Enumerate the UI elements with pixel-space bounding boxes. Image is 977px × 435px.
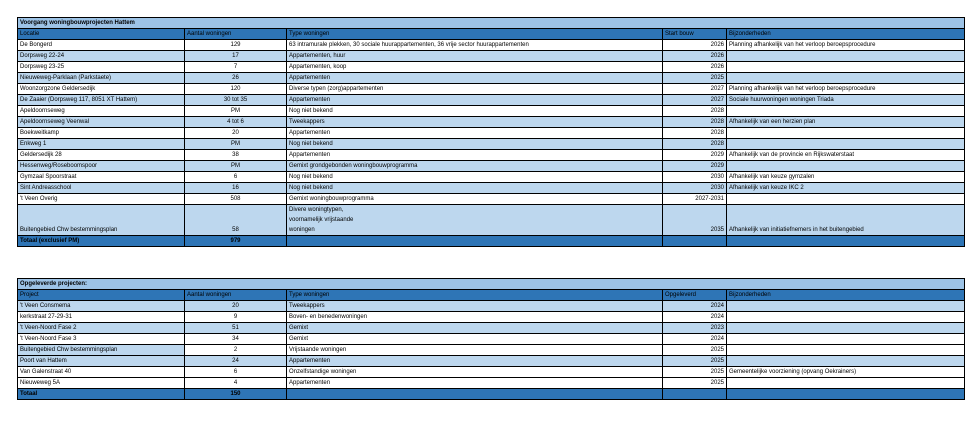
row-year: 2025 — [663, 367, 727, 378]
row-count: 508 — [185, 194, 287, 205]
row-notes — [727, 73, 965, 84]
row-count: 2 — [185, 345, 287, 356]
row-notes — [727, 161, 965, 172]
pending-table-title: Voorgang woningbouwprojecten Hattem — [18, 18, 965, 29]
row-count: PM — [185, 139, 287, 150]
row-type: Gemixt — [287, 334, 663, 345]
total-empty — [727, 236, 965, 247]
table-row — [18, 117, 965, 128]
completed-title-row — [18, 279, 965, 290]
row-location: Geldersedijk 28 — [18, 150, 185, 161]
row-location: Nieuweweg-Parklaan (Parkstaete) — [18, 73, 185, 84]
row-count: 51 — [185, 323, 287, 334]
total-label: Totaal — [18, 389, 185, 400]
row-location: 't Veen Overig — [18, 194, 185, 205]
row-location: 't Veen Consmema — [18, 301, 185, 312]
row-location: De Zaaier (Dorpsweg 117, 8051 XT Hattem) — [18, 95, 185, 106]
total-empty — [287, 236, 663, 247]
row-type: Gemixt woningbouwprogramma — [287, 194, 663, 205]
row-location: Sint Andreasschool — [18, 183, 185, 194]
row-year: 2027-2031 — [663, 194, 727, 205]
table-row — [18, 172, 965, 183]
header-delivered: Opgeleverd — [663, 290, 727, 301]
row-year: 2025 — [663, 345, 727, 356]
row-notes — [727, 378, 965, 389]
table-row — [18, 183, 965, 194]
row-type: Onzelfstandige woningen — [287, 367, 663, 378]
table-row — [18, 301, 965, 312]
row-year: 2024 — [663, 301, 727, 312]
row-location: Gymzaal Spoorstraat — [18, 172, 185, 183]
header-notes: Bijzonderheden — [727, 29, 965, 40]
row-location: Hessenweg/Roseboomspoor — [18, 161, 185, 172]
row-count: PM — [185, 106, 287, 117]
row-year: 2030 — [663, 183, 727, 194]
table-row — [18, 150, 965, 161]
total-count: 979 — [185, 236, 287, 247]
total-empty — [663, 236, 727, 247]
row-year: 2027 — [663, 84, 727, 95]
completed-table-title: Opgeleverde projecten: — [18, 279, 965, 290]
row-type: Appartementen, koop — [287, 62, 663, 73]
row-count: 120 — [185, 84, 287, 95]
row-notes — [727, 334, 965, 345]
row-notes — [727, 106, 965, 117]
row-type: Appartementen — [287, 128, 663, 139]
row-location: De Bongerd — [18, 40, 185, 51]
row-location: Van Galenstraat 40 — [18, 367, 185, 378]
row-location: Apeldoornseweg Veenwal — [18, 117, 185, 128]
row-type: Gemixt grondgebonden woningbouwprogramma — [287, 161, 663, 172]
row-location: Buitengebied Chw bestemmingsplan — [18, 205, 185, 236]
row-count: 129 — [185, 40, 287, 51]
row-type: 63 intramurale plekken, 30 sociale huurappartementen, 36 vrije sector huurappartementen — [287, 40, 663, 51]
row-year: 2025 — [663, 73, 727, 84]
header-type: Type woningen — [287, 29, 663, 40]
row-year: 2025 — [663, 356, 727, 367]
pending-projects-table — [17, 17, 965, 247]
row-year: 2028 — [663, 128, 727, 139]
row-type: Appartementen — [287, 150, 663, 161]
row-count: 9 — [185, 312, 287, 323]
completed-header-row — [18, 290, 965, 301]
header-location: Locatie — [18, 29, 185, 40]
row-type: Nog niet bekend — [287, 139, 663, 150]
table-row — [18, 84, 965, 95]
row-location: Nieuweweg 5A — [18, 378, 185, 389]
row-type-line: woningen — [289, 227, 315, 233]
row-location: 't Veen-Noord Fase 3 — [18, 334, 185, 345]
table-row — [18, 345, 965, 356]
row-count: 24 — [185, 356, 287, 367]
table-row — [18, 367, 965, 378]
row-count: 58 — [185, 205, 287, 236]
row-notes: Planning afhankelijk van het verloop beroepsprocedure — [727, 84, 965, 95]
row-count: 38 — [185, 150, 287, 161]
row-count: 26 — [185, 73, 287, 84]
table-row — [18, 139, 965, 150]
row-type: Nog niet bekend — [287, 183, 663, 194]
row-year: 2026 — [663, 51, 727, 62]
row-location: kerkstraat 27-29-31 — [18, 312, 185, 323]
row-count: 4 tot 6 — [185, 117, 287, 128]
row-type-line: voornamelijk vrijstaande — [289, 217, 354, 223]
row-year: 2024 — [663, 334, 727, 345]
table-row — [18, 161, 965, 172]
total-row — [18, 389, 965, 400]
table-row — [18, 106, 965, 117]
table-row — [18, 334, 965, 345]
row-notes: Afhankelijk van de provincie en Rijkswaterstaat — [727, 150, 965, 161]
row-count: PM — [185, 161, 287, 172]
row-type: Appartementen — [287, 356, 663, 367]
header-project: Project — [18, 290, 185, 301]
table-row — [18, 356, 965, 367]
row-type: Appartementen — [287, 378, 663, 389]
row-type: Nog niet bekend — [287, 172, 663, 183]
row-year: 2026 — [663, 62, 727, 73]
table-row — [18, 205, 965, 236]
row-location: Buitengebied Chw bestemmingsplan — [18, 345, 185, 356]
row-type: Nog niet bekend — [287, 106, 663, 117]
table-row — [18, 128, 965, 139]
row-notes — [727, 194, 965, 205]
table-row — [18, 323, 965, 334]
pending-title-row — [18, 18, 965, 29]
row-notes — [727, 139, 965, 150]
total-empty — [287, 389, 663, 400]
row-type: Diverse typen (zorg)appartementen — [287, 84, 663, 95]
total-empty — [727, 389, 965, 400]
table-row — [18, 40, 965, 51]
row-count: 6 — [185, 367, 287, 378]
row-notes: Gemeentelijke voorziening (opvang Oekrainers) — [727, 367, 965, 378]
row-year: 2026 — [663, 40, 727, 51]
header-type: Type woningen — [287, 290, 663, 301]
table-row — [18, 51, 965, 62]
row-year: 2035 — [663, 205, 727, 236]
row-location: Dorpsweg 23-25 — [18, 62, 185, 73]
row-type: Tweekappers — [287, 301, 663, 312]
row-notes: Afhankelijk van keuze gymzalen — [727, 172, 965, 183]
header-count: Aantal woningen — [185, 290, 287, 301]
pending-header-row — [18, 29, 965, 40]
table-row — [18, 312, 965, 323]
total-row — [18, 236, 965, 247]
row-notes — [727, 62, 965, 73]
row-year: 2027 — [663, 95, 727, 106]
row-location: Boekweitkamp — [18, 128, 185, 139]
row-notes: Planning afhankelijk van het verloop beroepsprocedure — [727, 40, 965, 51]
row-count: 7 — [185, 62, 287, 73]
row-notes: Afhankelijk van keuze IKC 2 — [727, 183, 965, 194]
row-type: Boven- en benedenwoningen — [287, 312, 663, 323]
completed-projects-table — [17, 278, 965, 400]
total-label: Totaal (exclusief PM) — [18, 236, 185, 247]
row-count: 20 — [185, 301, 287, 312]
row-year: 2028 — [663, 139, 727, 150]
row-notes — [727, 301, 965, 312]
row-year: 2024 — [663, 312, 727, 323]
row-notes — [727, 312, 965, 323]
row-count: 6 — [185, 172, 287, 183]
table-row — [18, 194, 965, 205]
row-count: 20 — [185, 128, 287, 139]
row-type-line: Divere woningtypen, — [289, 207, 344, 213]
row-notes — [727, 51, 965, 62]
row-count: 17 — [185, 51, 287, 62]
row-location: Woonzorgzone Geldersedijk — [18, 84, 185, 95]
row-type: Gemixt — [287, 323, 663, 334]
row-count: 30 tot 35 — [185, 95, 287, 106]
row-notes: Afhankelijk van een herzien plan — [727, 117, 965, 128]
table-row — [18, 95, 965, 106]
row-year: 2029 — [663, 150, 727, 161]
row-type — [287, 205, 663, 236]
row-notes — [727, 323, 965, 334]
row-count: 16 — [185, 183, 287, 194]
row-location: Poort van Hattem — [18, 356, 185, 367]
row-type: Appartementen — [287, 95, 663, 106]
row-year: 2029 — [663, 161, 727, 172]
total-empty — [663, 389, 727, 400]
row-type: Appartementen — [287, 73, 663, 84]
table-row — [18, 73, 965, 84]
row-type: Tweekappers — [287, 117, 663, 128]
row-location: Apeldoornseweg — [18, 106, 185, 117]
row-location: Dorpsweg 22-24 — [18, 51, 185, 62]
row-year: 2028 — [663, 117, 727, 128]
row-year: 2030 — [663, 172, 727, 183]
row-location: 't Veen-Noord Fase 2 — [18, 323, 185, 334]
row-count: 4 — [185, 378, 287, 389]
row-notes — [727, 128, 965, 139]
row-notes: Afhankelijk van initiatiefnemers in het buitengebied — [727, 205, 965, 236]
row-notes — [727, 345, 965, 356]
row-location: Enkweg 1 — [18, 139, 185, 150]
header-notes: Bijzonderheden — [727, 290, 965, 301]
row-notes — [727, 356, 965, 367]
row-year: 2025 — [663, 378, 727, 389]
row-notes: Sociale huurwoningen woningen Triada — [727, 95, 965, 106]
row-year: 2023 — [663, 323, 727, 334]
row-type: Vrijstaande woningen — [287, 345, 663, 356]
row-count: 34 — [185, 334, 287, 345]
table-row — [18, 62, 965, 73]
header-start: Start bouw — [663, 29, 727, 40]
row-year: 2028 — [663, 106, 727, 117]
row-type: Appartementen, huur — [287, 51, 663, 62]
total-count: 150 — [185, 389, 287, 400]
header-count: Aantal woningen — [185, 29, 287, 40]
table-row — [18, 378, 965, 389]
